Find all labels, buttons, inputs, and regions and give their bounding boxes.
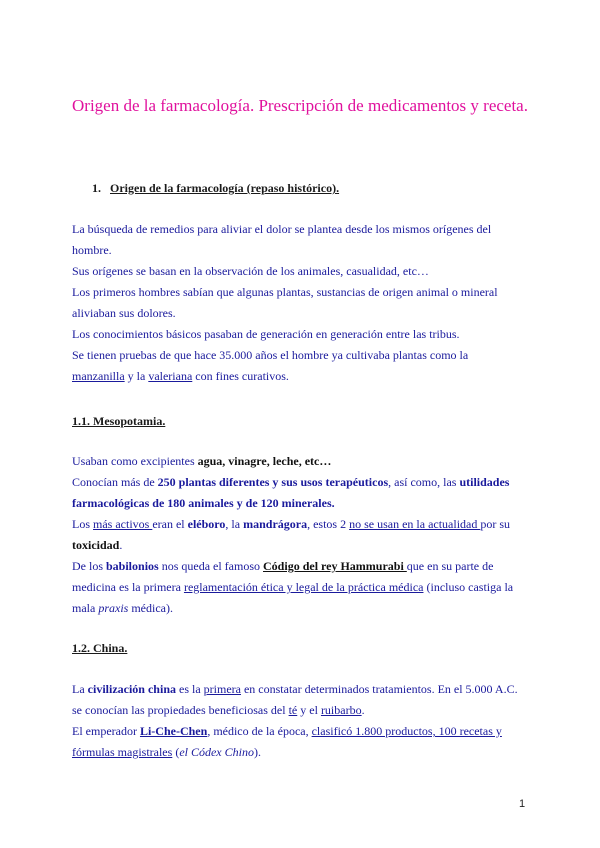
term-civilizacion-china: civilización china	[87, 682, 176, 696]
meso-p4	[72, 556, 528, 619]
china-p2-g: ).	[253, 745, 261, 759]
origen-line-2: Sus orígenes se basan en la observación de los animales, casualidad, etc…	[72, 264, 429, 278]
meso-p3-h: no se usan en la actualidad	[349, 517, 481, 531]
meso-p3-k: .	[119, 538, 123, 552]
origen-line-1: La búsqueda de remedios para aliviar el dolor se plantea desde los mismos orígenes del hombre.	[72, 222, 492, 257]
term-li-che-chen: Li-Che-Chen	[139, 724, 208, 738]
meso-p4-i: médica).	[128, 601, 173, 615]
term-toxicidad: toxicidad	[72, 538, 120, 552]
term-primera: primera	[203, 682, 241, 696]
meso-p3-b: más activos	[93, 517, 153, 531]
origen-line-5	[72, 345, 528, 387]
page-number: 1	[519, 798, 526, 810]
china-p2-a: El emperador	[72, 724, 140, 738]
china-p2	[72, 721, 528, 763]
origen-line-5-join: y la	[124, 369, 149, 383]
heading-mesopotamia: 1.1. Mesopotamia.	[72, 414, 166, 428]
section-number: 1.	[92, 181, 101, 195]
origen-paragraph	[72, 219, 528, 387]
meso-p2-bold-2: utilidades farmacológicas de 180 animales y de 120 minerales.	[72, 475, 510, 510]
china-p1	[72, 679, 528, 721]
china-p2-c: , médico de la época,	[207, 724, 312, 738]
meso-p2-bold-1: 250 plantas diferentes y sus usos terapéuticos	[157, 475, 389, 489]
term-eleboro: eléboro	[187, 517, 226, 531]
meso-p1	[72, 451, 528, 472]
meso-p2-join: , así como, las	[388, 475, 460, 489]
china-p1-a: La	[72, 682, 88, 696]
china-p1-g: y el	[297, 703, 321, 717]
meso-p1-text: Usaban como excipientes	[72, 454, 198, 468]
china-p1-c: es la	[176, 682, 204, 696]
term-te: té	[288, 703, 298, 717]
term-babilonios: babilonios	[106, 559, 159, 573]
china-p1-i: .	[361, 703, 365, 717]
meso-p4-a: De los	[72, 559, 106, 573]
term-codex-chino: el Códex Chino	[179, 745, 254, 759]
china-paragraph	[72, 679, 528, 763]
section-heading-origen	[92, 181, 339, 196]
meso-p4-c: nos queda el famoso	[158, 559, 264, 573]
meso-p1-bold: agua, vinagre, leche, etc…	[197, 454, 332, 468]
term-ruibarbo: ruibarbo	[320, 703, 362, 717]
mesopotamia-paragraph	[72, 451, 528, 619]
origen-line-3: Los primeros hombres sabían que algunas plantas, sustancias de origen animal o mineral aliviaban sus dolores.	[72, 285, 498, 320]
china-p2-e: (	[172, 745, 180, 759]
meso-p4-f: reglamentación ética y legal de la práctica médica	[183, 580, 424, 594]
page-title: Origen de la farmacología. Prescripción de medicamentos y receta.	[72, 96, 528, 115]
meso-p3-a: Los	[72, 517, 93, 531]
origen-line-5-end: con fines curativos.	[192, 369, 289, 383]
heading-china: 1.2. China.	[72, 641, 128, 655]
term-valeriana: valeriana	[148, 369, 193, 383]
section-heading-text: Origen de la farmacología (repaso histórico).	[110, 181, 340, 195]
meso-p4-g: (incluso castiga la mala	[72, 580, 514, 615]
meso-p3-e: , la	[225, 517, 244, 531]
origen-line-4: Los conocimientos básicos pasaban de generación en generación entre las tribus.	[72, 327, 460, 341]
meso-p4-e: que en su parte de medicina es la primera	[72, 559, 494, 594]
meso-p3	[72, 514, 528, 556]
origen-line-5-text: Se tienen pruebas de que hace 35.000 años el hombre ya cultivaba plantas como la	[72, 348, 469, 362]
meso-p3-i: por su	[480, 517, 511, 531]
term-codigo-hammurabi: Código del rey Hammurabi	[263, 559, 407, 573]
term-mandragora: mandrágora	[243, 517, 308, 531]
term-manzanilla: manzanilla	[72, 369, 125, 383]
china-p1-e: en constatar determinados tratamientos. En el 5.000 A.C. se conocían las propiedades beneficiosas del	[72, 682, 518, 717]
meso-p2-text: Conocían más de	[72, 475, 158, 489]
meso-p3-c: eran el	[152, 517, 188, 531]
meso-p3-g: , estos 2	[307, 517, 350, 531]
meso-p2	[72, 472, 528, 514]
term-praxis: praxis	[98, 601, 129, 615]
china-p2-d: clasificó 1.800 productos, 100 recetas y fórmulas magistrales	[72, 724, 502, 759]
